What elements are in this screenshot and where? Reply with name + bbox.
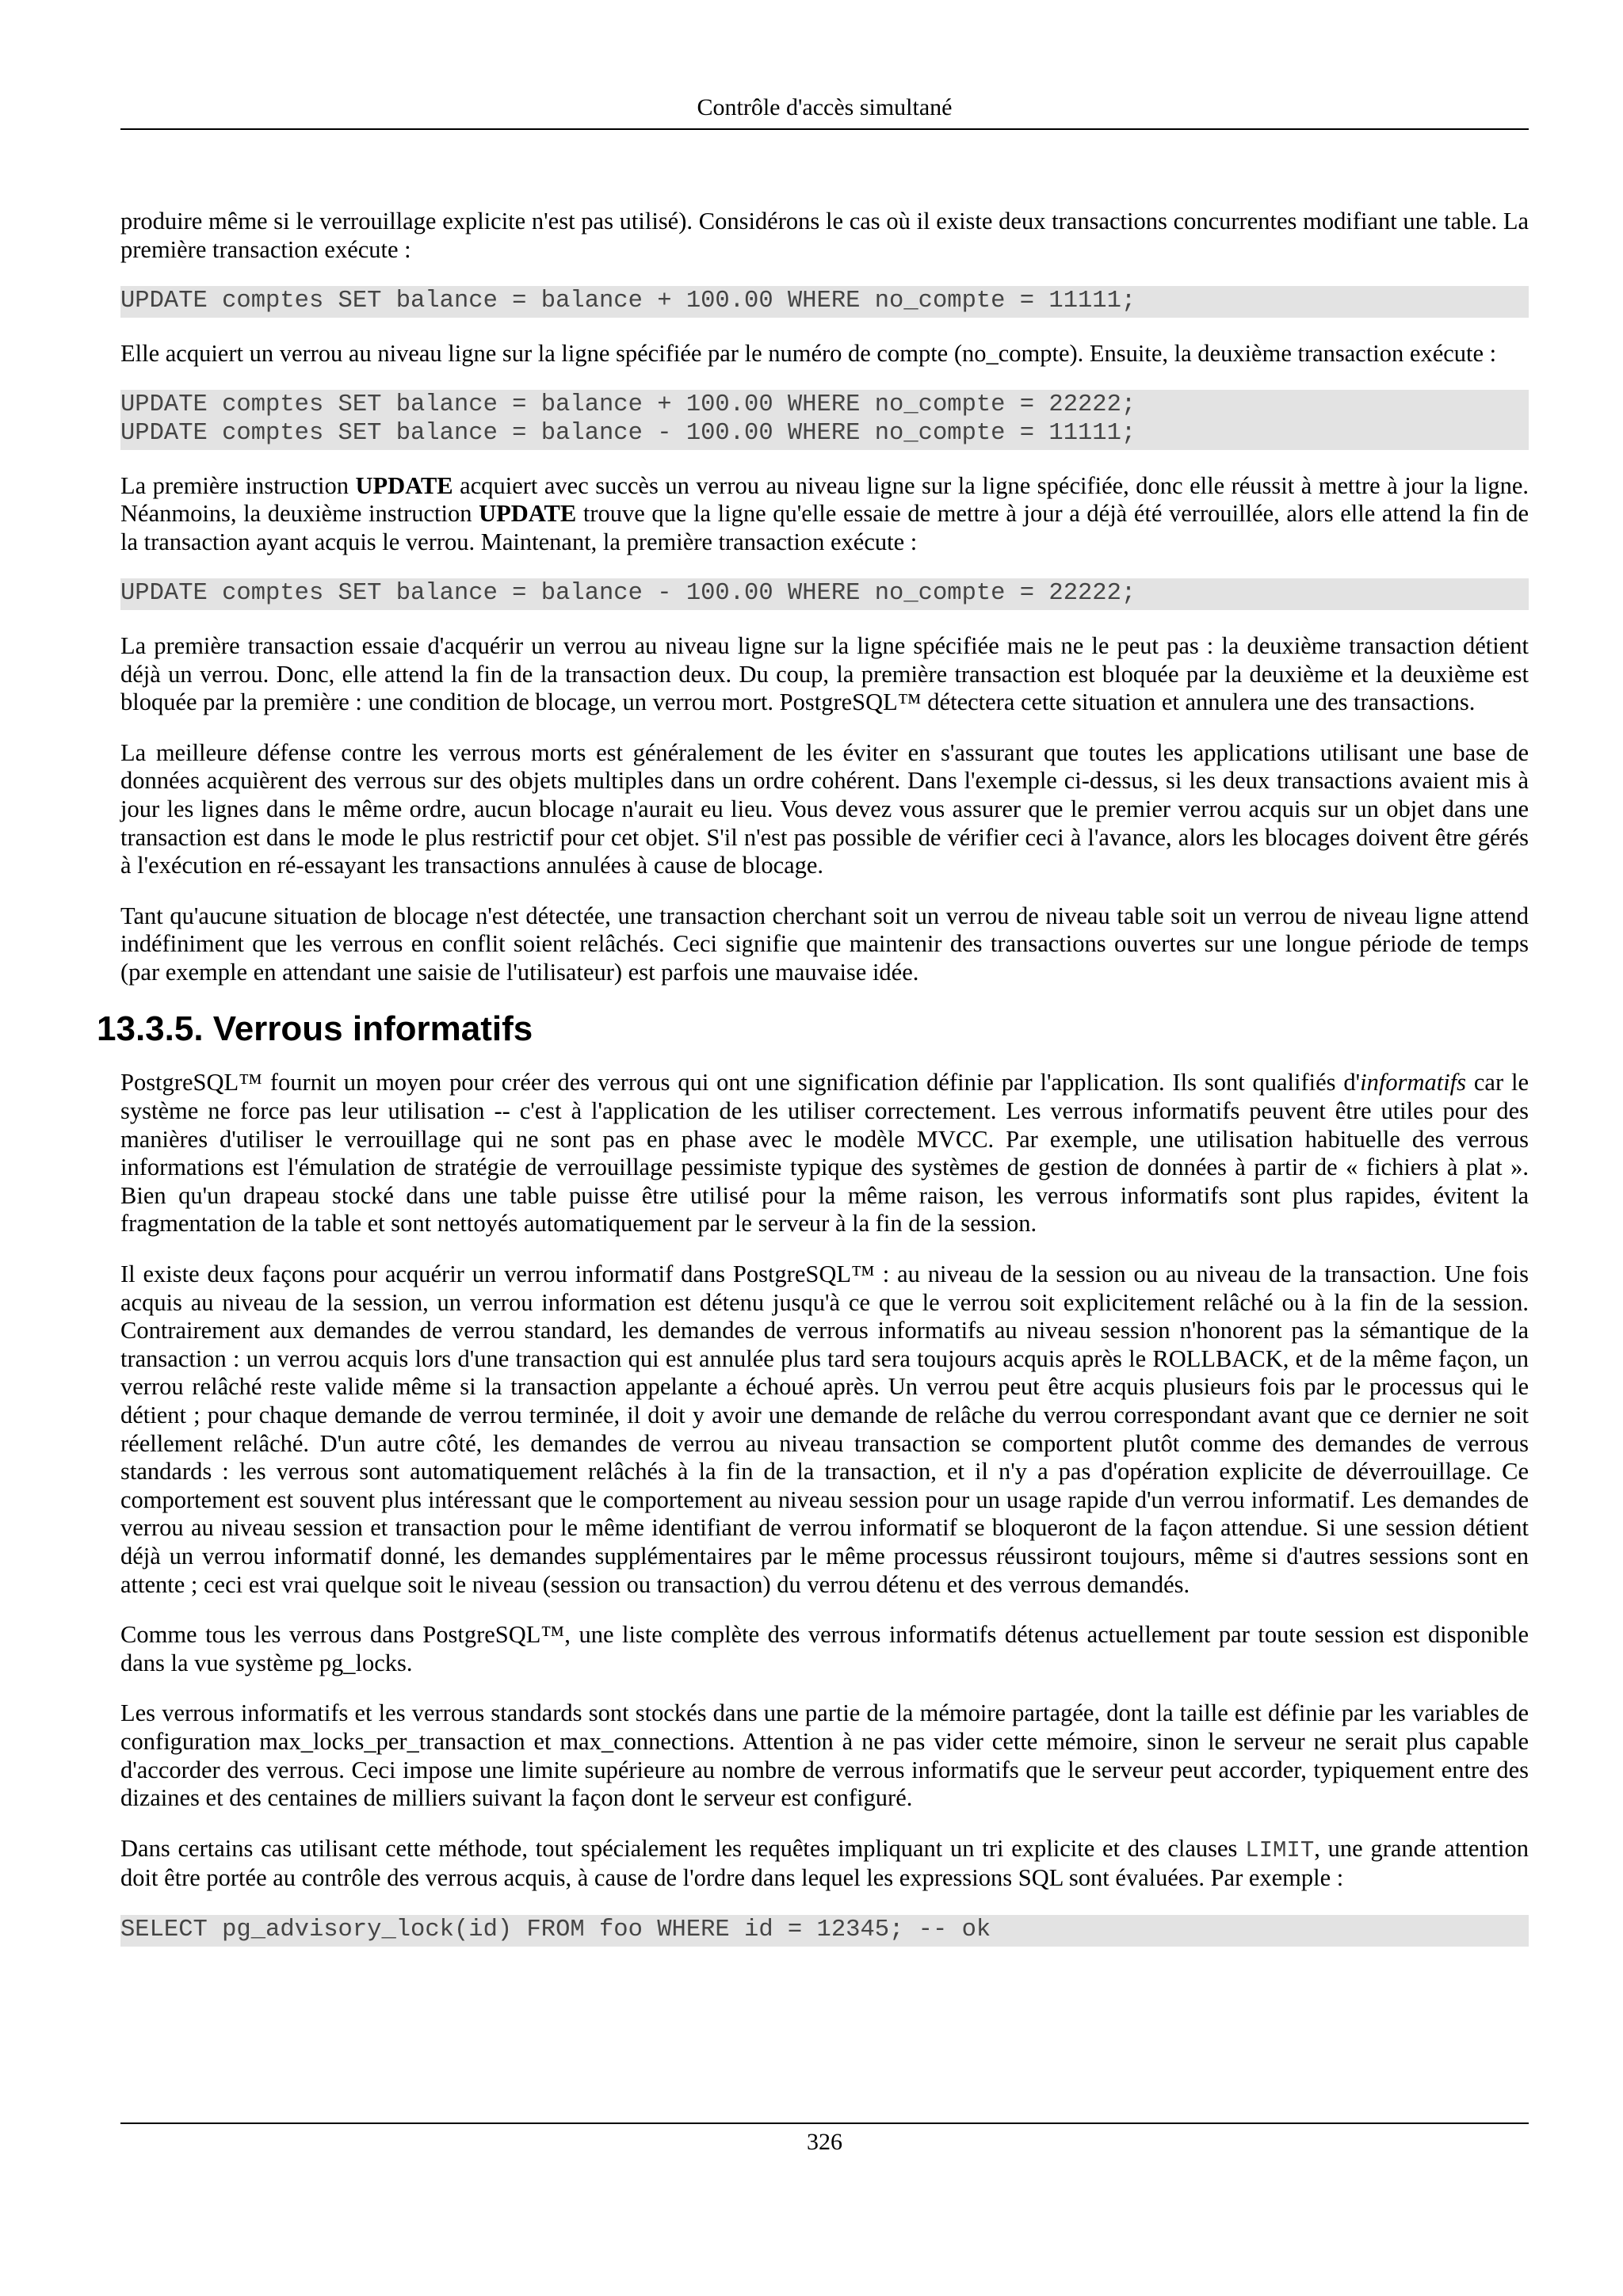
paragraph: Tant qu'aucune situation de blocage n'est détectée, une transaction cherchant soit un verrou de niveau table soit un verrou de niveau ligne attend indéfiniment que les verrous en conflit soient relâchés. Ceci signifie que maintenir des transactions ouvertes sur une longue période de temps (par exemple en attendant une saisie de l'utilisateur) est parfois une mauvaise idée. (120, 902, 1529, 986)
paragraph (120, 1835, 1529, 1893)
text-run: , une grande attention doit être portée au contrôle des verrous acquis, à cause de l'ordre dans lequel les expressions SQL sont évaluées. Par exemple : (120, 1834, 1529, 1892)
header-rule (120, 128, 1529, 130)
text-run: trouve que la ligne qu'elle essaie de mettre à jour a déjà été verrouillée, alors elle attend la fin de la transaction ayant acquis le verrou. Maintenant, la première transaction exécute : (120, 500, 1529, 555)
text-run: PostgreSQL™ fournit un moyen pour créer des verrous qui ont une signification définie par l'application. Ils sont qualifiés d' (120, 1069, 1361, 1097)
text-run: Dans certains cas utilisant cette méthode, tout spécialement les requêtes impliquant un tri explicite et des clauses (120, 1834, 1246, 1862)
page-content (97, 208, 1529, 1969)
code-block: SELECT pg_advisory_lock(id) FROM foo WHERE id = 12345; -- ok (120, 1915, 1529, 1947)
paragraph (120, 472, 1529, 557)
command-name: UPDATE (355, 471, 453, 499)
text-run: La première instruction (120, 471, 356, 499)
text-run: acquiert avec succès un verrou au niveau ligne sur la ligne spécifiée, donc elle réussit à mettre à jour la ligne. Néanmoins, la deuxième instruction (120, 471, 1529, 528)
footer-rule (120, 2122, 1529, 2124)
paragraph: La première transaction essaie d'acquérir un verrou au niveau ligne sur la ligne spécifiée mais ne le peut pas : la deuxième transaction détient déjà un verrou. Donc, elle attend la fin de la transaction deux. Du coup, la première transaction est bloquée par la deuxième et la deuxième est bloquée par la première : une condition de blocage, un verrou mort. PostgreSQL™ détectera cette situation et annulera une des transactions. (120, 631, 1529, 716)
code-block: UPDATE comptes SET balance = balance + 100.00 WHERE no_compte = 11111; (120, 286, 1529, 318)
page-number: 326 (807, 2129, 842, 2155)
emphasis: informatifs (1360, 1069, 1467, 1097)
section-heading: 13.3.5. Verrous informatifs (97, 1009, 533, 1049)
code-block: UPDATE comptes SET balance = balance - 100.00 WHERE no_compte = 22222; (120, 578, 1529, 610)
running-header: Contrôle d'accès simultané (697, 94, 953, 120)
paragraph: La meilleure défense contre les verrous morts est généralement de les éviter en s'assurant que toutes les applications utilisant une base de données acquièrent des verrous sur des objets multiples dans un ordre cohérent. Dans l'exemple ci-dessus, si les deux transactions avaient mis à jour les lignes dans le même ordre, aucun blocage n'aurait eu lieu. Vous devez vous assurer que le premier verrou acquis sur un objet dans une transaction est dans le mode le plus restrictif pour cet objet. S'il n'est pas possible de vérifier ceci à l'avance, alors les blocages doivent être gérés à l'exécution en ré-essayant les transactions annulées à cause de blocage. (120, 738, 1529, 879)
paragraph: Elle acquiert un verrou au niveau ligne sur la ligne spécifiée par le numéro de compte (no_compte). Ensuite, la deuxième transaction exécute : (120, 339, 1497, 367)
paragraph: Les verrous informatifs et les verrous standards sont stockés dans une partie de la mémoire partagée, dont la taille est définie par les variables de configuration max_locks_per_transaction et max_connections. Attention à ne pas vider cette mémoire, sinon le serveur ne serait plus capable d'accorder des verrous. Ceci impose une limite supérieure au nombre de verrous informatifs que le serveur peut accorder, typiquement entre des dizaines et des centaines de milliers suivant la façon dont le serveur est configuré. (120, 1699, 1529, 1812)
paragraph: produire même si le verrouillage explicite n'est pas utilisé). Considérons le cas où il existe deux transactions concurrentes modifiant une table. La première transaction exécute : (120, 208, 1529, 263)
paragraph (120, 1069, 1529, 1238)
command-name: UPDATE (479, 500, 577, 528)
code-block: UPDATE comptes SET balance = balance + 100.00 WHERE no_compte = 22222; UPDATE comptes SET balance = balance - 100.00 WHERE no_compte = 11111; (120, 390, 1529, 449)
inline-code: LIMIT (1245, 1836, 1315, 1863)
paragraph: Il existe deux façons pour acquérir un verrou informatif dans PostgreSQL™ : au niveau de la session ou au niveau de la transaction. Une fois acquis au niveau de la session, un verrou information est détenu jusqu'à ce que le verrou soit explicitement relâché ou à la fin de la session. Contrairement aux demandes de verrou standard, les demandes de verrous informatifs au niveau session n'honorent pas la sémantique de la transaction : un verrou acquis lors d'une transaction qui est annulée plus tard sera toujours acquis après le ROLLBACK, et de la même façon, un verrou relâché reste valide même si la transaction appelante a échoué après. Un verrou peut être acquis plusieurs fois par le processus qui le détient ; pour chaque demande de verrou terminée, il doit y avoir une demande de relâche du verrou correspondant avant que ce dernier ne soit réellement relâché. D'un autre côté, les demandes de verrou au niveau transaction se comportent plutôt comme des demandes de verrous standards : les verrous sont automatiquement relâchés à la fin de la transaction, et il n'y a pas d'opération explicite de déverrouillage. Ce comportement est souvent plus intéressant que le comportement au niveau session pour un usage rapide d'un verrou informatif. Les demandes de verrou au niveau session et transaction pour le même identifiant de verrou informatif se bloqueront de la façon attendue. Si une session détient déjà un verrou informatif donné, les demandes supplémentaires par le même processus réussiront toujours, même si d'autres sessions sont en attente ; ceci est vrai quelque soit le niveau (session ou transaction) du verrou détenu et des verrous demandés. (120, 1261, 1529, 1598)
text-run: car le système ne force pas leur utilisation -- c'est à l'application de les utiliser correctement. Les verrous informatifs peuvent être utiles pour des manières d'utiliser le verrouillage qui ne sont pas en phase avec le modèle MVCC. Par exemple, une utilisation habituelle des verrous informations est l'émulation de stratégie de verrouillage pessimiste typique des systèmes de gestion de données à partir de « fichiers à plat ». Bien qu'un drapeau stocké dans une table puisse être utilisé pour la même raison, les verrous informatifs sont plus rapides, évitent la fragmentation de la table et sont nettoyés automatiquement par le serveur à la fin de la session. (120, 1069, 1529, 1238)
paragraph: Comme tous les verrous dans PostgreSQL™, une liste complète des verrous informatifs détenus actuellement par toute session est disponible dans la vue système pg_locks. (120, 1621, 1529, 1676)
